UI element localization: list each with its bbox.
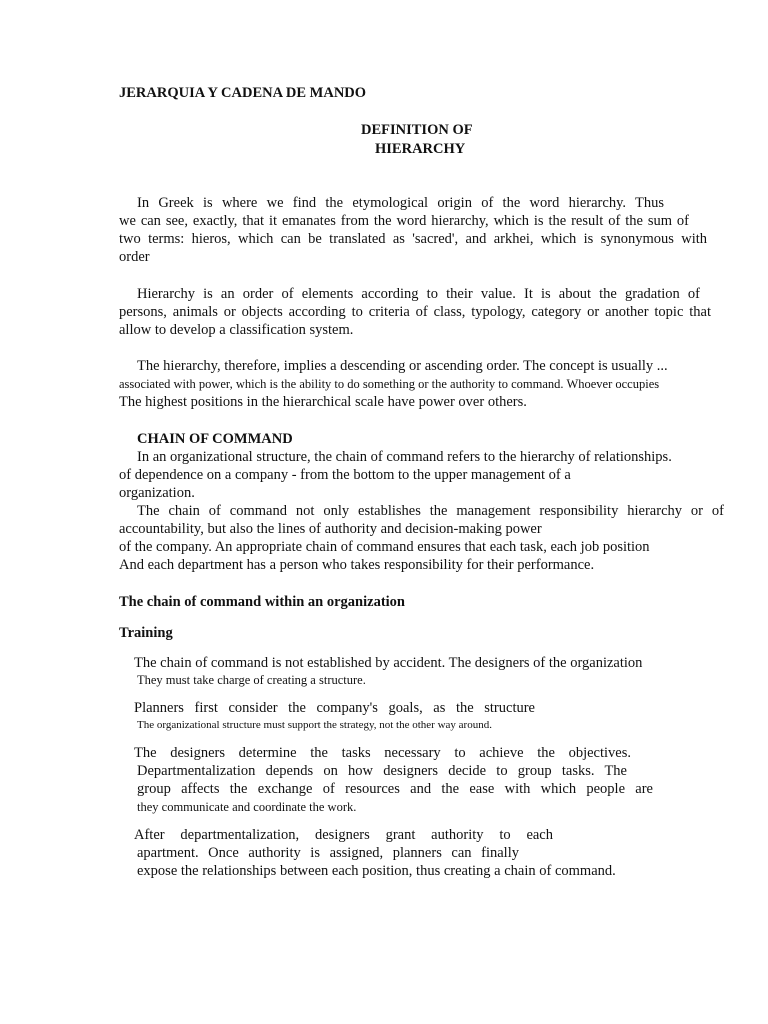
bullet-line: Planners first consider the company's goals, as the structure xyxy=(134,700,535,716)
p3-line: The hierarchy, therefore, implies a descending or ascending order. The concept is usually ... xyxy=(137,358,668,374)
definition-title-line-1: DEFINITION OF xyxy=(361,122,473,138)
p2-line: persons, animals or objects according to criteria of class, typology, category or another topic that xyxy=(119,304,711,320)
p2-line: allow to develop a classification system. xyxy=(119,322,354,338)
bullet-line: Departmentalization depends on how designers decide to group tasks. The xyxy=(137,763,627,779)
bullet-line: The chain of command is not established by accident. The designers of the organization xyxy=(134,655,643,671)
bullet-line: they communicate and coordinate the work. xyxy=(137,800,357,814)
p4-line: In an organizational structure, the chain of command refers to the hierarchy of relationships. xyxy=(137,449,672,465)
bullet-line: group affects the exchange of resources and the ease with which people are xyxy=(137,781,653,797)
p3-line: The highest positions in the hierarchical scale have power over others. xyxy=(119,394,527,410)
bullet-line: After departmentalization, designers grant authority to each xyxy=(134,827,553,843)
chain-of-command-heading: CHAIN OF COMMAND xyxy=(137,431,293,447)
training-heading: Training xyxy=(119,625,173,641)
bullet-line: expose the relationships between each position, thus creating a chain of command. xyxy=(137,863,616,879)
bullet-line: apartment. Once authority is assigned, planners can finally xyxy=(137,845,519,861)
p4-line: organization. xyxy=(119,485,195,501)
p1-line: two terms: hieros, which can be translated as 'sacred', and arkhei, which is synonymous with xyxy=(119,231,707,247)
bullet-line: They must take charge of creating a structure. xyxy=(137,673,366,687)
p5-line: And each department has a person who takes responsibility for their performance. xyxy=(119,557,595,573)
p1-line: we can see, exactly, that it emanates from the word hierarchy, which is the result of the sum of xyxy=(119,213,689,229)
within-organization-heading: The chain of command within an organization xyxy=(119,594,405,610)
definition-title-line-2: HIERARCHY xyxy=(375,141,466,157)
p2-line: Hierarchy is an order of elements according to their value. It is about the gradation of xyxy=(137,286,700,302)
p1-line: In Greek is where we find the etymological origin of the word hierarchy. Thus xyxy=(137,195,664,211)
bullet-line: The designers determine the tasks necessary to achieve the objectives. xyxy=(134,745,631,761)
p1-line: order xyxy=(119,249,150,265)
p3-line: associated with power, which is the ability to do something or the authority to command. Whoever occupies xyxy=(119,377,660,391)
main-title: JERARQUIA Y CADENA DE MANDO xyxy=(119,85,367,101)
bullet-line: The organizational structure must support the strategy, not the other way around. xyxy=(137,719,492,731)
p4-line: of dependence on a company - from the bottom to the upper management of a xyxy=(119,467,571,483)
p5-line: accountability, but also the lines of authority and decision-making power xyxy=(119,521,542,537)
p5-line: of the company. An appropriate chain of command ensures that each task, each job position xyxy=(119,539,650,555)
p5-line: The chain of command not only establishes the management responsibility hierarchy or of xyxy=(137,503,724,519)
